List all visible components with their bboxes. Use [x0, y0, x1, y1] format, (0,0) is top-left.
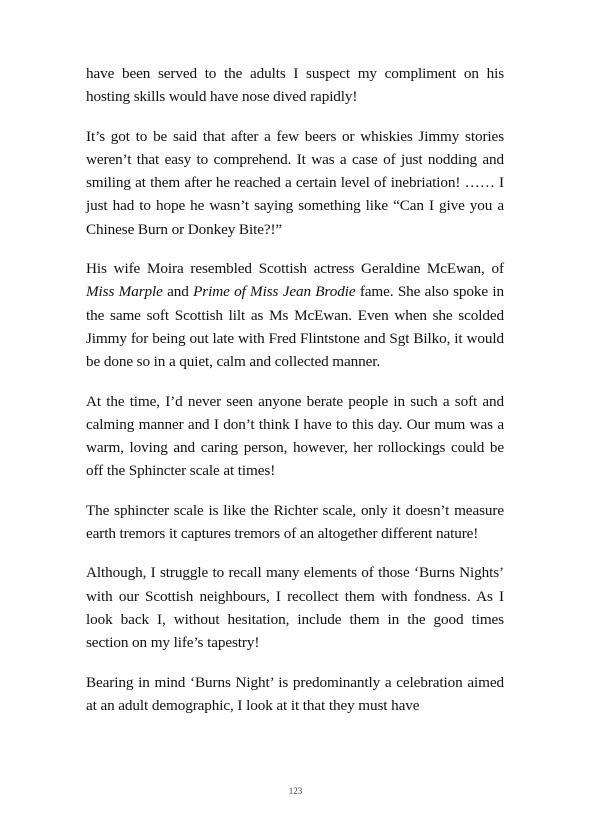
paragraph-6: Although, I struggle to recall many elements of those ‘Burns Nights’ with our Scottish neighbours, I recollect them with fondness. As I look back I, without hesitation, include them in the good times section on my life’s tapestry! [86, 564, 504, 652]
page-number: 123 [288, 786, 303, 796]
paragraph-2: It’s got to be said that after a few beers or whiskies Jimmy stories weren’t that easy to comprehend. It was a case of just nodding and smiling at them after he reached a certain level of inebriation! …… I just had to hope he wasn’t saying something like “Can I give you a Chinese Burn or Donkey Bite?!” [86, 127, 504, 238]
title-miss-marple: Miss Marple [86, 283, 163, 301]
paragraph-3-text: His wife Moira resembled Scottish actress Geraldine McEwan, of [86, 260, 504, 278]
paragraph-4: At the time, I’d never seen anyone berate people in such a soft and calming manner and I don’t think I have to this day. Our mum was a warm, loving and caring person, however, her rollockings could be off the Sphincter scale at times! [86, 392, 504, 480]
paragraph-3 [86, 257, 504, 373]
paragraph-3-text: and [162, 283, 194, 301]
page-body [86, 62, 504, 717]
title-prime-of-miss-jean-brodie: Prime of Miss Jean Brodie [193, 283, 356, 301]
paragraph-5: The sphincter scale is like the Richter scale, only it doesn’t measure earth tremors it captures tremors of an altogether different nature! [86, 501, 504, 543]
paragraph-7: Bearing in mind ‘Burns Night’ is predominantly a celebration aimed at an adult demographic, I look at it that they must have [86, 673, 504, 714]
paragraph-1: have been served to the adults I suspect my compliment on his hosting skills would have nose dived rapidly! [86, 65, 504, 106]
paragraph-3-text: fame. She also spoke in the same soft Scottish lilt as Ms McEwan. Even when she scolded Jimmy for being out late with Fred Flintstone and Sgt Bilko, it would be done so in a quiet, calm and collected manner. [86, 283, 504, 371]
